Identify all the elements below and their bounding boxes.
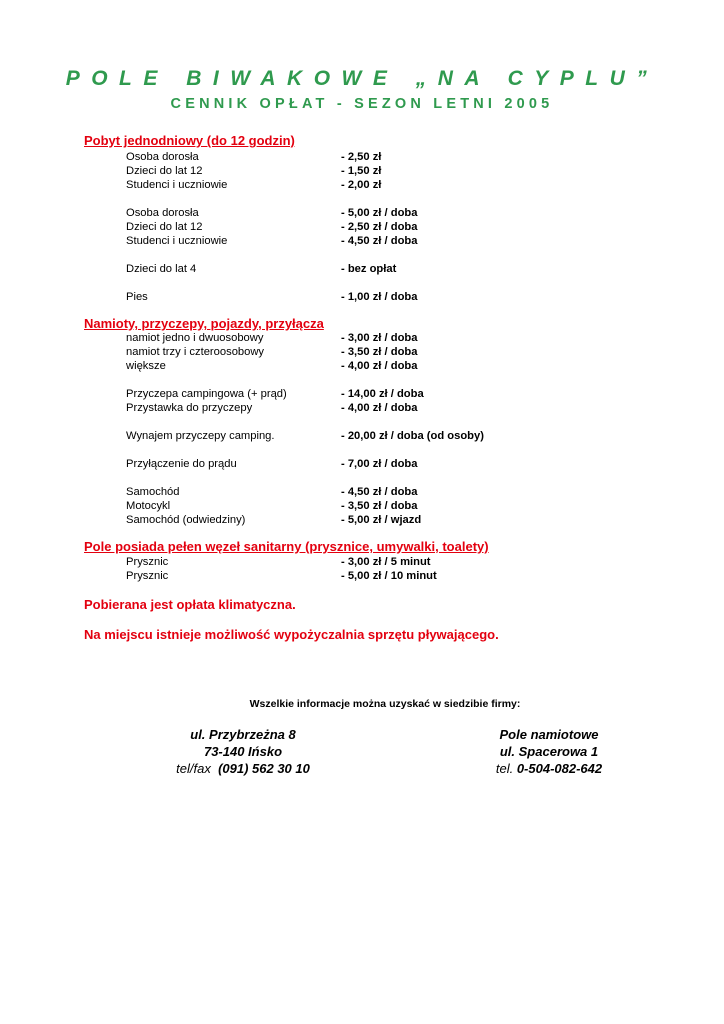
item-price: - 4,50 zł / doba [341, 235, 418, 247]
price-row [0, 262, 724, 276]
address-street: ul. Przybrzeżna 8 [190, 727, 296, 742]
item-price: - 5,00 zł / doba [341, 207, 418, 219]
price-row [0, 164, 724, 178]
item-price: - 3,00 zł / doba [341, 332, 418, 344]
address-city: 73-140 Ińsko [203, 744, 283, 759]
price-row [0, 234, 724, 248]
item-price: - 2,00 zł [341, 179, 382, 191]
phone-label: tel/fax [176, 761, 211, 776]
item-label: Osoba dorosła [126, 207, 199, 219]
item-price: - 14,00 zł / doba [341, 388, 424, 400]
item-price: - bez opłat [341, 263, 397, 275]
item-label: Samochód (odwiedziny) [126, 514, 246, 526]
price-list-sanitary [0, 555, 724, 583]
note-equipment-rental: Na miejscu istnieje możliwość wypożyczalnia sprzętu pływającego. [84, 627, 499, 642]
price-row [0, 331, 724, 345]
price-row [0, 555, 724, 569]
item-price: - 1,00 zł / doba [341, 291, 418, 303]
contact-info-heading: Wszelkie informacje można uzyskać w siedzibie firmy: [249, 698, 521, 710]
item-price: - 4,00 zł / doba [341, 402, 418, 414]
item-label: Studenci i uczniowie [126, 179, 228, 191]
section-heading-day-stay: Pobyt jednodniowy (do 12 godzin) [84, 133, 295, 148]
item-price: - 20,00 zł / doba (od osoby) [341, 430, 484, 442]
item-label: Osoba dorosła [126, 151, 199, 163]
section-heading-sanitary: Pole posiada pełen węzeł sanitarny (prysznice, umywalki, toalety) [84, 539, 489, 554]
spacer [0, 248, 724, 262]
item-label: Prysznic [126, 570, 169, 582]
item-label: Dzieci do lat 4 [126, 263, 197, 275]
item-label: Dzieci do lat 12 [126, 165, 203, 177]
price-row [0, 345, 724, 359]
price-row [0, 220, 724, 234]
address-right [464, 726, 634, 777]
item-price: - 1,50 zł [341, 165, 382, 177]
item-label: Przyłączenie do prądu [126, 458, 237, 470]
price-row [0, 401, 724, 415]
item-price: - 2,50 zł / doba [341, 221, 418, 233]
price-row [0, 499, 724, 513]
spacer [0, 373, 724, 387]
price-row [0, 290, 724, 304]
campsite-name: Pole namiotowe [499, 727, 599, 742]
spacer [0, 192, 724, 206]
phone-number: (091) 562 30 10 [218, 761, 310, 776]
item-price: - 5,00 zł / 10 minut [341, 570, 437, 582]
document-subtitle: CENNIK OPŁAT - SEZON LETNI 2005 [170, 96, 554, 112]
item-label: Wynajem przyczepy camping. [126, 430, 275, 442]
item-price: - 3,50 zł / doba [341, 500, 418, 512]
item-label: większe [126, 360, 166, 372]
item-label: namiot trzy i czteroosobowy [126, 346, 265, 358]
address-left [160, 726, 326, 777]
price-row [0, 206, 724, 220]
price-row [0, 513, 724, 527]
item-label: Samochód [126, 486, 180, 498]
item-label: namiot jedno i dwuosobowy [126, 332, 264, 344]
item-price: - 7,00 zł / doba [341, 458, 418, 470]
item-label: Przystawka do przyczepy [126, 402, 253, 414]
phone-label: tel. [495, 761, 514, 776]
spacer [0, 276, 724, 290]
phone-number: 0-504-082-642 [516, 761, 603, 776]
price-list-tents-vehicles [0, 331, 724, 527]
price-row [0, 359, 724, 373]
spacer [0, 415, 724, 429]
price-row [0, 457, 724, 471]
price-list-day-stay [0, 150, 724, 304]
price-row [0, 569, 724, 583]
item-label: Pies [126, 291, 148, 303]
price-row [0, 429, 724, 443]
item-label: Prysznic [126, 556, 169, 568]
price-row [0, 150, 724, 164]
item-label: Studenci i uczniowie [126, 235, 228, 247]
item-price: - 3,00 zł / 5 minut [341, 556, 431, 568]
spacer [0, 443, 724, 457]
address-phone [160, 760, 326, 777]
item-price: - 2,50 zł [341, 151, 382, 163]
price-row [0, 485, 724, 499]
note-climate-fee: Pobierana jest opłata klimatyczna. [84, 597, 296, 612]
price-row [0, 387, 724, 401]
address-street: ul. Spacerowa 1 [499, 744, 599, 759]
item-price: - 3,50 zł / doba [341, 346, 418, 358]
spacer [0, 471, 724, 485]
price-row [0, 178, 724, 192]
section-heading-tents-vehicles: Namioty, przyczepy, pojazdy, przyłącza [84, 316, 324, 331]
item-price: - 4,50 zł / doba [341, 486, 418, 498]
document-title: POLE BIWAKOWE „NA CYPLU” [65, 67, 659, 90]
item-price: - 5,00 zł / wjazd [341, 514, 422, 526]
item-price: - 4,00 zł / doba [341, 360, 418, 372]
item-label: Motocykl [126, 500, 171, 512]
item-label: Przyczepa campingowa (+ prąd) [126, 388, 287, 400]
address-phone [464, 760, 634, 777]
item-label: Dzieci do lat 12 [126, 221, 203, 233]
